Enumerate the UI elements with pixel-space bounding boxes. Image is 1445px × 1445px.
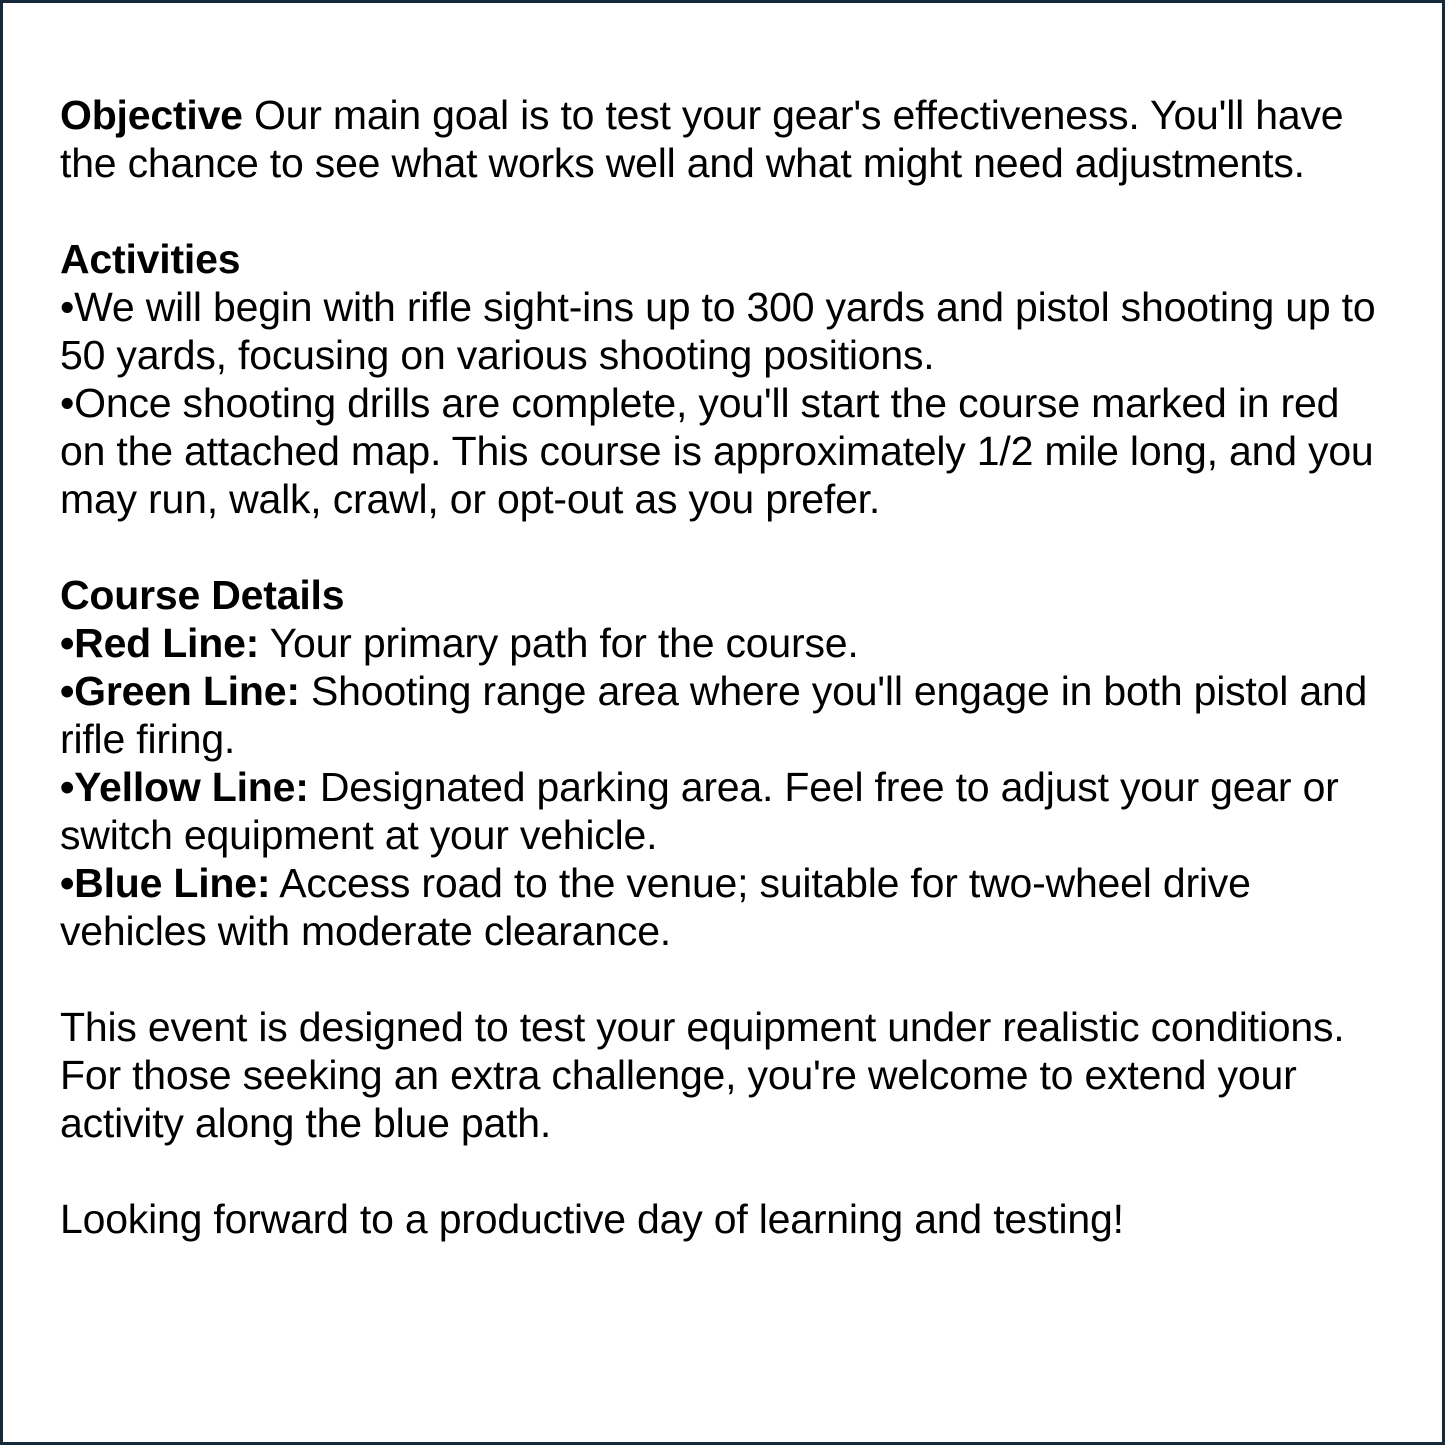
- objective-label: Objective: [60, 92, 243, 138]
- document-body: [60, 91, 1390, 1243]
- objective-paragraph: [60, 91, 1390, 187]
- bullet-marker: •: [60, 764, 75, 810]
- course-detail-green-line: [60, 667, 1390, 763]
- activities-heading: Activities: [60, 236, 241, 282]
- course-detail-label: Yellow Line:: [74, 764, 309, 810]
- spacer-before-signoff: [60, 1147, 1390, 1195]
- course-detail-text: Shooting range area where you'll engage in both pistol and rifle firing.: [60, 668, 1368, 762]
- course-detail-text: Designated parking area. Feel free to adjust your gear or switch equipment at your vehicle.: [60, 764, 1339, 858]
- course-detail-blue-line: [60, 859, 1390, 955]
- bullet-marker: •: [60, 620, 75, 666]
- objective-text: Our main goal is to test your gear's effectiveness. You'll have the chance to see what works well and what might need adjustments.: [60, 92, 1344, 186]
- activities-bullet-1: •We will begin with rifle sight-ins up to 300 yards and pistol shooting up to 50 yards, focusing on various shooting positions.: [60, 284, 1376, 378]
- signoff-line: Looking forward to a productive day of learning and testing!: [60, 1196, 1124, 1242]
- spacer-after-course-details: [60, 955, 1390, 1003]
- course-detail-yellow-line: [60, 763, 1390, 859]
- bullet-marker: •: [60, 668, 75, 714]
- activities-bullet-2: •Once shooting drills are complete, you'll start the course marked in red on the attached map. This course is approximately 1/2 mile long, and you may run, walk, crawl, or opt-out as you prefer.: [60, 380, 1374, 522]
- course-detail-label: Green Line:: [74, 668, 300, 714]
- course-detail-text: Access road to the venue; suitable for two-wheel drive vehicles with moderate clearance.: [60, 860, 1251, 954]
- spacer-after-objective: [60, 187, 1390, 235]
- course-detail-red-line: [60, 619, 1390, 667]
- spacer-after-activities: [60, 523, 1390, 571]
- course-detail-label: Blue Line:: [74, 860, 271, 906]
- bullet-marker: •: [60, 860, 75, 906]
- course-details-heading: Course Details: [60, 572, 345, 618]
- course-detail-label: Red Line:: [74, 620, 260, 666]
- closing-paragraph: This event is designed to test your equipment under realistic conditions. For those seeking an extra challenge, you're welcome to extend your activity along the blue path.: [60, 1004, 1345, 1146]
- course-detail-text: Your primary path for the course.: [259, 620, 859, 666]
